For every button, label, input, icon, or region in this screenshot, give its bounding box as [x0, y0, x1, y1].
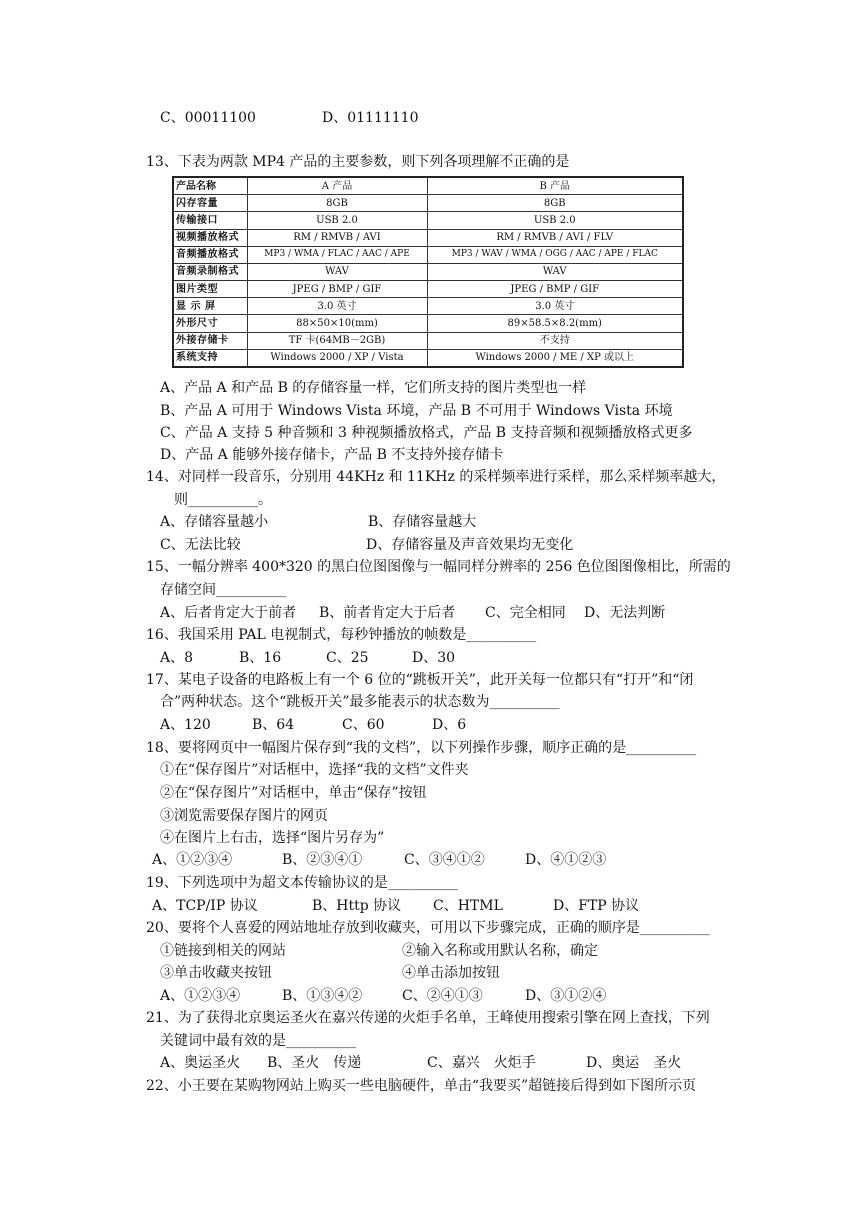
table-row: [173, 229, 683, 246]
question-21-stem-cont: 关键词中最有效的是__________: [160, 1033, 356, 1049]
table-row: [173, 349, 683, 367]
table-cell: WAV: [427, 263, 683, 280]
table-cell: 音频录制格式: [173, 263, 247, 280]
table-cell: 89×58.5×8.2(mm): [427, 315, 683, 332]
table-cell: RM / RMVB / AVI: [247, 229, 427, 246]
question-20-option-a: A、①②③④: [160, 988, 241, 1004]
table-cell: TF 卡(64MB－2GB): [247, 332, 427, 349]
question-20-stem: 20、要将个人喜爱的网站地址存放到收藏夹，可用以下步骤完成，正确的顺序是__________: [146, 920, 710, 936]
question-17-option-a: A、120: [160, 717, 211, 733]
question-21-stem: 21、为了获得北京奥运圣火在嘉兴传递的火炬手名单，王峰使用搜索引擎在网上查找，下列: [146, 1010, 710, 1026]
question-13-option-a: A、产品 A 和产品 B 的存储容量一样，它们所支持的图片类型也一样: [160, 380, 587, 396]
table-cell: MP3 / WMA / FLAC / AAC / APE: [247, 246, 427, 263]
question-21-option-c: C、嘉兴 火炬手: [427, 1055, 536, 1071]
table-row: [173, 212, 683, 229]
table-cell: 8GB: [247, 195, 427, 212]
question-14-stem-cont: 则__________。: [174, 492, 272, 508]
question-14-option-a: A、存储容量越小: [160, 514, 269, 530]
table-cell: 音频播放格式: [173, 246, 247, 263]
question-18-option-d: D、④①②③: [525, 852, 607, 868]
table-cell: 显 示 屏: [173, 298, 247, 315]
question-19-option-a: A、TCP/IP 协议: [152, 898, 258, 914]
question-20-option-c: C、②④①③: [402, 988, 483, 1004]
question-18-step-4: ④在图片上右击，选择“图片另存为”: [160, 830, 385, 846]
table-cell: 3.0 英寸: [427, 298, 683, 315]
table-cell: MP3 / WAV / WMA / OGG / AAC / APE / FLAC: [427, 246, 683, 263]
question-13-option-c: C、产品 A 支持 5 种音频和 3 种视频播放格式，产品 B 支持音频和视频播放格式更多: [160, 425, 693, 441]
option-d: D、01111110: [322, 110, 419, 126]
question-17-stem: 17、某电子设备的电路板上有一个 6 位的“跳板开关”，此开关每一位都只有“打开”和“闭: [146, 672, 694, 688]
question-15-option-b: B、前者肯定大于后者: [319, 605, 456, 621]
mp4-spec-table: [172, 176, 684, 368]
question-14-option-c: C、无法比较: [160, 537, 241, 553]
table-header-cell: B 产品: [427, 177, 683, 195]
table-cell: 3.0 英寸: [247, 298, 427, 315]
table-cell: 外形尺寸: [173, 315, 247, 332]
question-15-option-c: C、完全相同: [485, 605, 566, 621]
question-14-option-d: D、存储容量及声音效果均无变化: [366, 537, 574, 553]
question-17-stem-cont: 合”两种状态。这个“跳板开关”最多能表示的状态数为__________: [160, 694, 560, 710]
question-18-step-3: ③浏览需要保存图片的网页: [160, 808, 328, 824]
question-20-step-3: ③单击收藏夹按钮: [160, 965, 272, 981]
table-cell: 系统支持: [173, 349, 247, 367]
table-cell: 图片类型: [173, 281, 247, 298]
question-18-step-2: ②在“保存图片”对话框中，单击“保存”按钮: [160, 785, 427, 801]
question-13-option-b: B、产品 A 可用于 Windows Vista 环境，产品 B 不可用于 Windows Vista 环境: [160, 403, 673, 419]
table-cell: 不支持: [427, 332, 683, 349]
question-19-option-c: C、HTML: [433, 898, 503, 914]
question-17-option-d: D、6: [432, 717, 467, 733]
table-row: [173, 281, 683, 298]
question-16-option-d: D、30: [412, 650, 456, 666]
table-header-row: [173, 177, 683, 195]
table-cell: 传输接口: [173, 212, 247, 229]
table-row: [173, 332, 683, 349]
table-cell: JPEG / BMP / GIF: [427, 281, 683, 298]
question-18-option-b: B、②③④①: [282, 852, 363, 868]
question-19-stem: 19、下列选项中为超文本传输协议的是__________: [146, 875, 458, 891]
table-header-cell: 产品名称: [173, 177, 247, 195]
table-cell: 视频播放格式: [173, 229, 247, 246]
table-header-cell: A 产品: [247, 177, 427, 195]
question-17-option-b: B、64: [252, 717, 295, 733]
question-18-stem: 18、要将网页中一幅图片保存到“我的文档”，以下列操作步骤，顺序正确的是__________: [146, 740, 697, 756]
question-21-option-d: D、奥运 圣火: [586, 1055, 682, 1071]
table-cell: JPEG / BMP / GIF: [247, 281, 427, 298]
question-17-option-c: C、60: [342, 717, 385, 733]
question-13-stem: 13、下表为两款 MP4 产品的主要参数，则下列各项理解不正确的是: [146, 154, 570, 170]
table-cell: Windows 2000 / XP / Vista: [247, 349, 427, 367]
question-18-option-a: A、①②③④: [152, 852, 233, 868]
table-cell: USB 2.0: [247, 212, 427, 229]
table-cell: 8GB: [427, 195, 683, 212]
question-20-option-b: B、①③④②: [282, 988, 363, 1004]
question-14-option-b: B、存储容量越大: [368, 514, 477, 530]
question-15-option-d: D、无法判断: [584, 605, 666, 621]
question-21-option-a: A、奥运圣火: [160, 1055, 241, 1071]
question-16-option-c: C、25: [326, 650, 369, 666]
option-c: C、00011100: [160, 110, 256, 126]
question-22-stem: 22、小王要在某购物网站上购买一些电脑硬件，单击“我要买”超链接后得到如下图所示页: [146, 1078, 697, 1094]
question-15-stem-cont: 存储空间__________: [160, 582, 286, 598]
question-14-stem: 14、对同样一段音乐，分别用 44KHz 和 11KHz 的采样频率进行采样，那么采样频率越大，: [146, 469, 726, 485]
table-cell: WAV: [247, 263, 427, 280]
question-18-step-1: ①在“保存图片”对话框中，选择“我的文档”文件夹: [160, 762, 469, 778]
question-15-stem: 15、一幅分辨率 400*320 的黑白位图图像与一幅同样分辨率的 256 色位图图像相比，所需的: [146, 559, 731, 575]
question-20-step-1: ①链接到相关的网站: [160, 943, 286, 959]
table-cell: RM / RMVB / AVI / FLV: [427, 229, 683, 246]
table-cell: USB 2.0: [427, 212, 683, 229]
question-20-step-2: ②输入名称或用默认名称，确定: [402, 943, 598, 959]
table-row: [173, 298, 683, 315]
table-cell: 外接存储卡: [173, 332, 247, 349]
table-cell: Windows 2000 / ME / XP 或以上: [427, 349, 683, 367]
question-16-option-a: A、8: [160, 650, 194, 666]
question-19-option-d: D、FTP 协议: [553, 898, 640, 914]
table-cell: 闪存容量: [173, 195, 247, 212]
question-18-option-c: C、③④①②: [404, 852, 485, 868]
table-cell: 88×50×10(mm): [247, 315, 427, 332]
question-15-option-a: A、后者肯定大于前者: [160, 605, 297, 621]
question-13-option-d: D、产品 A 能够外接存储卡，产品 B 不支持外接存储卡: [160, 447, 504, 463]
table-row: [173, 246, 683, 263]
question-20-step-4: ④单击添加按钮: [402, 965, 500, 981]
table-row: [173, 195, 683, 212]
table-row: [173, 315, 683, 332]
question-21-option-b: B、圣火 传递: [267, 1055, 362, 1071]
question-16-option-b: B、16: [239, 650, 282, 666]
table-row: [173, 263, 683, 280]
question-19-option-b: B、Http 协议: [312, 898, 402, 914]
question-20-option-d: D、③①②④: [525, 988, 607, 1004]
question-16-stem: 16、我国采用 PAL 电视制式，每秒钟播放的帧数是__________: [146, 627, 537, 643]
